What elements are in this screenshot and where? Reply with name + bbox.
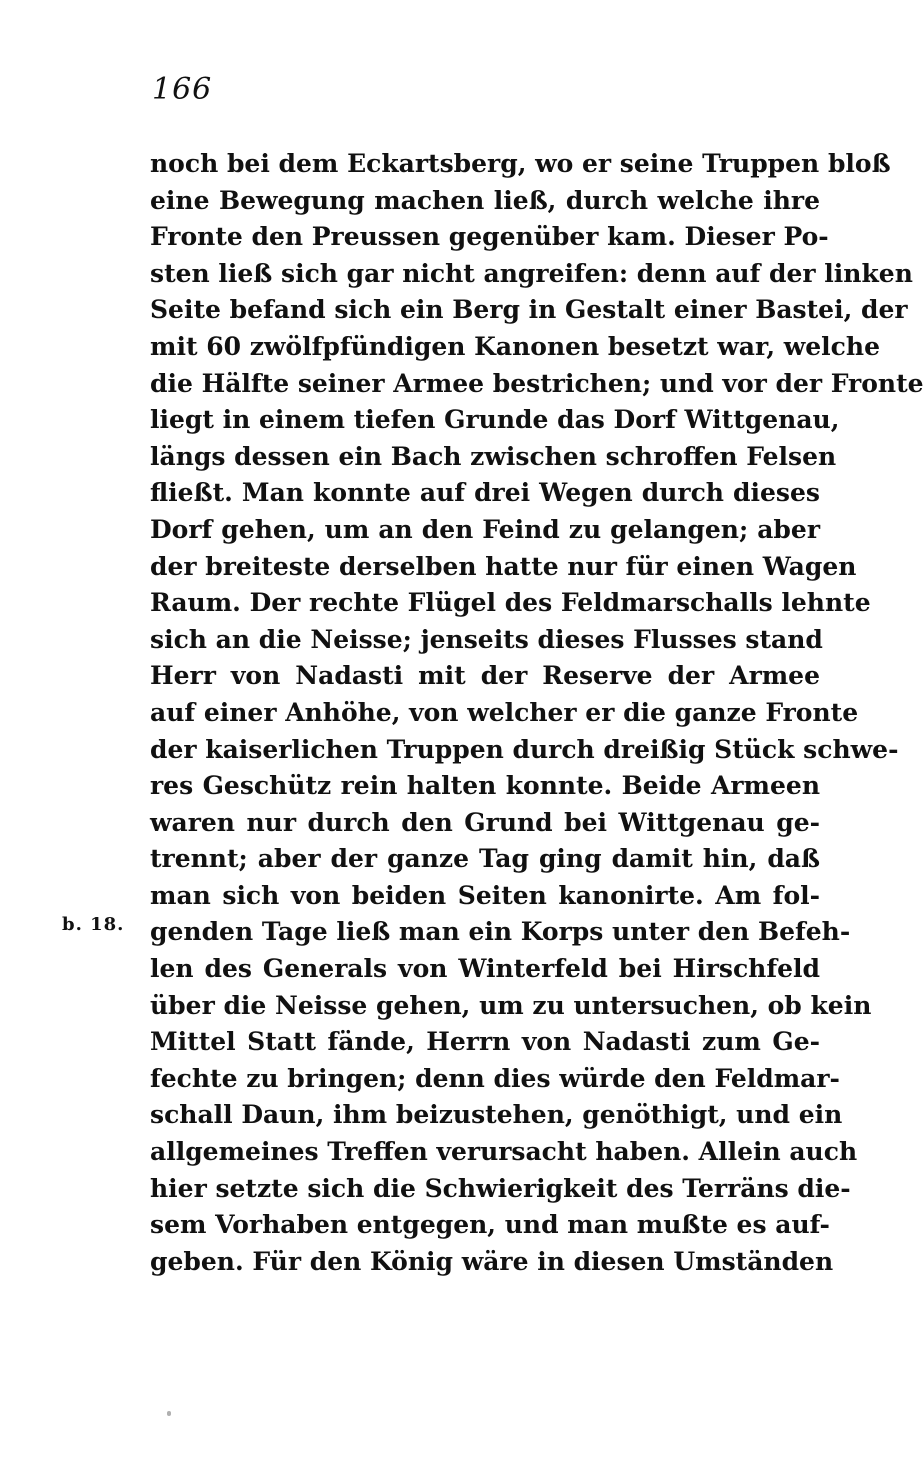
text-line: über die Neisse gehen, um zu untersuchen, ob kein [150,990,872,1020]
text-line: liegt in einem tiefen Grunde das Dorf Wittgenau, [150,405,840,435]
text-line: Fronte den Preussen gegenüber kam. Dieser Po- [150,222,829,252]
text-line: Mittel Statt fände, Herrn von Nadasti zum Ge- [150,1027,820,1057]
text-line: sem Vorhaben entgegen, und man mußte es auf- [150,1210,830,1240]
text-line: len des Generals von Winterfeld bei Hirschfeld [150,954,820,984]
text-line: fließt. Man konnte auf drei Wegen durch dieses [150,478,820,508]
text-line: sich an die Neisse; jenseits dieses Flusses stand [150,624,823,654]
text-line: der kaiserlichen Truppen durch dreißig Stück schwe- [150,734,899,764]
text-line: allgemeines Treffen verursacht haben. Allein auch [150,1137,858,1167]
text-line: Dorf gehen, um an den Feind zu gelangen; aber [150,514,820,544]
text-line: noch bei dem Eckartsberg, wo er seine Truppen bloß [150,149,891,178]
text-line: mit 60 zwölfpfündigen Kanonen besetzt war, welche [150,331,880,361]
text-line: hier setzte sich die Schwierigkeit des Terräns die- [150,1173,851,1203]
text-line: fechte zu bringen; denn dies würde den Feldmar- [150,1063,840,1093]
text-line: man sich von beiden Seiten kanonirte. Am fol- [150,880,820,910]
text-line: Raum. Der rechte Flügel des Feldmarschalls lehnte [150,588,871,618]
text-line: eine Bewegung machen ließ, durch welche ihre [150,185,820,215]
text-line: sten ließ sich gar nicht angreifen: denn auf der linken [150,258,913,288]
text-line: Herr von Nadasti mit der Reserve der Armee [150,661,820,691]
text-line: längs dessen ein Bach zwischen schroffen Felsen [150,441,837,471]
text-line: trennt; aber der ganze Tag ging damit hin, daß [150,844,820,874]
paper-speck [167,1411,171,1416]
text-line: waren nur durch den Grund bei Wittgenau ge- [150,807,820,837]
text-line: geben. Für den König wäre in diesen Umständen [150,1246,834,1276]
text-line: auf einer Anhöhe, von welcher er die ganze Fronte [150,697,859,727]
page-number: 166 [152,72,213,107]
text-line: genden Tage ließ man ein Korps unter den Befeh- [150,917,851,947]
body-text [150,146,924,1280]
margin-note: b. 18. [62,914,125,935]
text-line: Seite befand sich ein Berg in Gestalt einer Bastei, der [150,295,908,325]
text-line: res Geschütz rein halten konnte. Beide Armeen [150,771,820,801]
text-line: schall Daun, ihm beizustehen, genöthigt, und ein [150,1100,843,1130]
text-line: die Hälfte seiner Armee bestrichen; und vor der Fronte [150,368,924,398]
text-line: der breiteste derselben hatte nur für einen Wagen [150,551,857,581]
